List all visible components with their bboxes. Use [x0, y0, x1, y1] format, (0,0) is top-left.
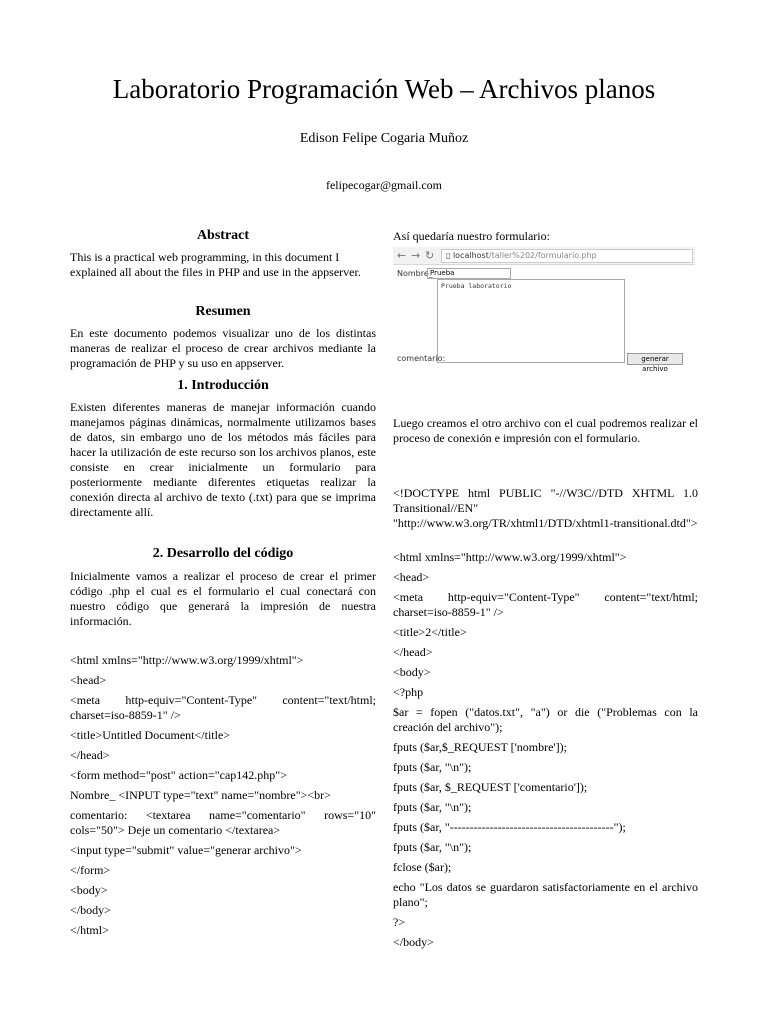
code-line: <title>Untitled Document</title>: [70, 728, 231, 742]
code-line: fputs ($ar, "-----------------------------------------");: [393, 820, 626, 834]
code-line: <input type="submit" value="generar archivo">: [70, 843, 302, 857]
luego-text: Luego creamos el otro archivo con el cual podremos realizar el proceso de conexión e impresión con el formulario.: [393, 416, 698, 445]
dev-text: Inicialmente vamos a realizar el proceso de crear el primer código .php el cual es el formulario el cual conectará con nuestro código que generará la impresión de nuestra información.: [70, 569, 376, 628]
code-line: </html>: [70, 923, 109, 937]
comentario-label: comentario:: [397, 354, 446, 363]
dev-heading: 2. Desarrollo del código: [152, 546, 294, 561]
abstract-text: This is a practical web programming, in this document I explained all about the files in PHP and use in the appserver.: [70, 250, 361, 279]
author-email: felipecogar@gmail.com: [325, 178, 442, 192]
code-line: fputs ($ar, "\n");: [393, 760, 472, 774]
code-line: fputs ($ar, "\n");: [393, 800, 472, 814]
code-line: <head>: [393, 570, 430, 584]
forward-arrow-icon: →: [411, 249, 421, 262]
intro-text: Existen diferentes maneras de manejar información cuando manejamos páginas dinámicas, normalmente utilizamos bases de datos, sin embargo uno de los métodos más fáciles para hacer la utilización de este recurso son los archivos planos, este consiste en crear inicialmente un formulario para posteriormente mediante diferentes etiquetas realizar la conexión directa al archivo de texto (.txt) para que se imprima directamente allí.: [70, 400, 376, 519]
resumen-heading: Resumen: [195, 304, 251, 319]
code-line: </body>: [70, 903, 111, 917]
address-bar: [441, 249, 693, 263]
code-line: fputs ($ar, "\n");: [393, 840, 472, 854]
code-line: </head>: [393, 645, 433, 659]
code-line: <?php: [393, 685, 424, 699]
nombre-input: Prueba: [427, 268, 511, 279]
code-line: fputs ($ar,$_REQUEST ['nombre']);: [393, 740, 567, 754]
paper-title: Laboratorio Programación Web – Archivos planos: [112, 74, 656, 104]
code-line: $ar = fopen ("datos.txt", "a") or die ("Problemas con la creación del archivo");: [393, 705, 698, 734]
code-line: <title>2</title>: [393, 625, 467, 639]
code-line: </head>: [70, 748, 110, 762]
code-line: <form method="post" action="cap142.php">: [70, 768, 287, 782]
code-line: <html xmlns="http://www.w3.org/1999/xhtml">: [393, 550, 627, 564]
code-line: Nombre_ <INPUT type="text" name="nombre"><br>: [70, 788, 331, 802]
code-line: <html xmlns="http://www.w3.org/1999/xhtml">: [70, 653, 304, 667]
page-icon: ▯: [446, 251, 453, 260]
author-name: Edison Felipe Cogaria Muñoz: [299, 131, 469, 146]
code-line: </form>: [70, 863, 111, 877]
code-line: fputs ($ar, $_REQUEST ['comentario']);: [393, 780, 588, 794]
browser-toolbar: [393, 247, 695, 265]
url-path: /taller%202/formulario.php: [488, 251, 597, 260]
code-line: <head>: [70, 673, 107, 687]
code-line: <meta http-equiv="Content-Type" content="text/html; charset=iso-8859-1" />: [70, 693, 376, 722]
code-line: fclose ($ar);: [393, 860, 452, 874]
code-line: ?>: [393, 915, 406, 929]
generar-archivo-button: generar archivo: [627, 353, 683, 365]
code-line: echo "Los datos se guardaron satisfactoriamente en el archivo plano";: [393, 880, 698, 909]
nombre-label: Nombre_: [397, 269, 433, 278]
form-screenshot-figure: [393, 245, 695, 373]
code-line: <meta http-equiv="Content-Type" content="text/html; charset=iso-8859-1" />: [393, 590, 698, 619]
code-line: comentario: <textarea name="comentario" rows="10" cols="50"> Deje un comentario </textarea>: [70, 808, 376, 837]
code-line: <!DOCTYPE html PUBLIC "-//W3C//DTD XHTML 1.0 Transitional//EN" "http://www.w3.org/TR/xhtml1/DTD/xhtml1-transitional.dtd">: [393, 486, 698, 530]
code-line: </body>: [393, 935, 434, 949]
intro-heading: 1. Introducción: [177, 378, 269, 393]
reload-icon: ↻: [425, 249, 435, 262]
abstract-heading: Abstract: [196, 228, 250, 243]
form-intro-text: Así quedaría nuestro formulario:: [393, 229, 550, 243]
comentario-textarea: Prueba laboratorio: [437, 279, 625, 363]
url-host: localhost: [452, 251, 489, 260]
resumen-text: En este documento podemos visualizar uno de los distintas maneras de realizar el proceso de crear archivos mediante la programación de PHP y su uso en appserver.: [70, 326, 376, 370]
code-line: <body>: [393, 665, 431, 679]
back-arrow-icon: ←: [397, 249, 407, 262]
code-line: <body>: [70, 883, 108, 897]
